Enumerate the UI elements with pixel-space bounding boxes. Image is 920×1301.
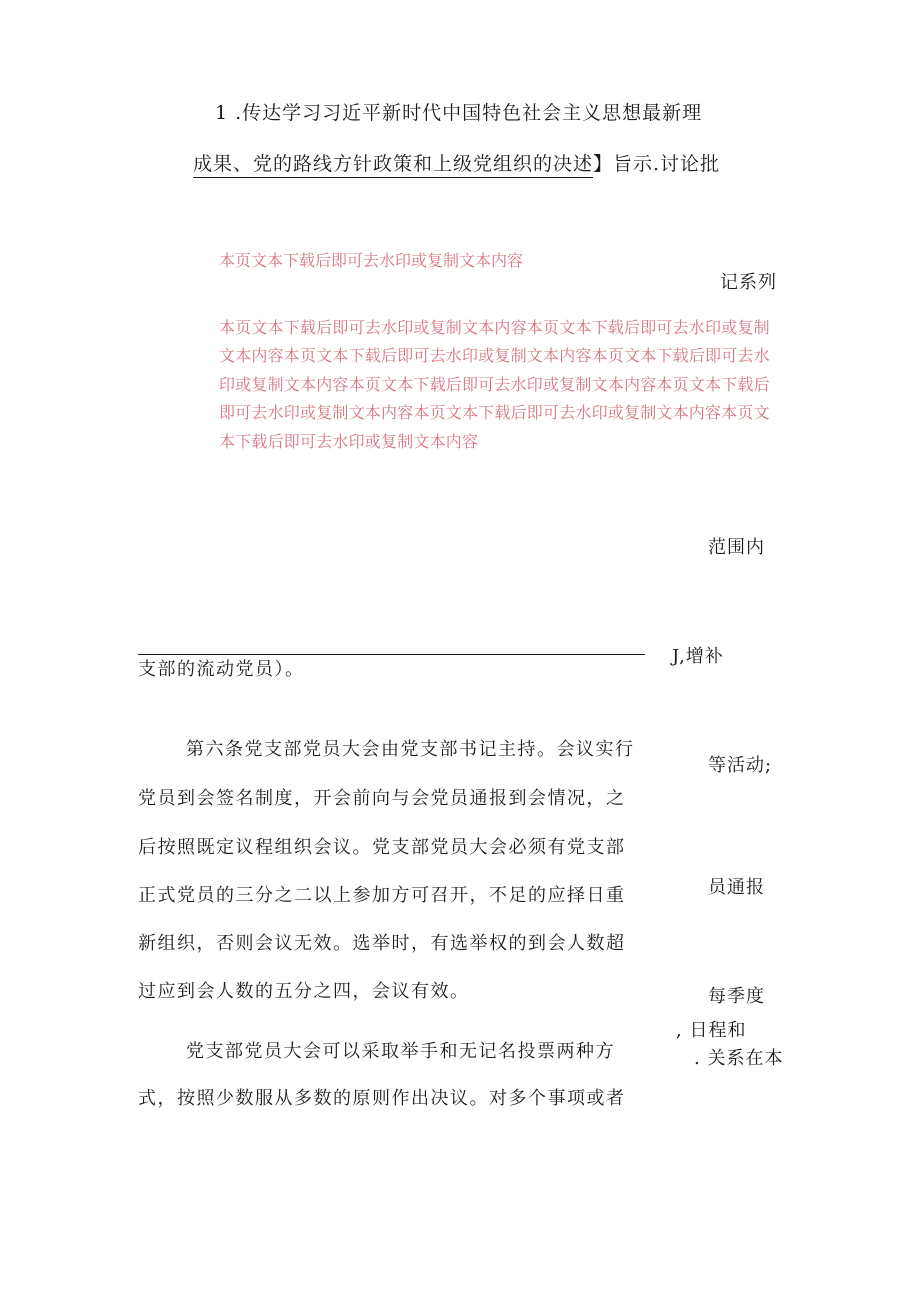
horizontal-rule [138, 654, 645, 655]
p1-line-3: 后按照既定议程组织会议。党支部党员大会必须有党支部 [138, 837, 626, 858]
side-fragment-8: . 关系在本 [694, 1048, 784, 1069]
p1-line-2: 党员到会签名制度，开会前向与会党员通报到会情况，之 [138, 788, 626, 809]
side-fragment-7: , 日程和 [676, 1020, 747, 1041]
body-line-members: 支部的流动党员）。 [138, 659, 305, 680]
side-fragment-6: 每季度 [708, 986, 765, 1007]
p2-line-1: 党支部党员大会可以采取举手和无记名投票两种方 [186, 1041, 615, 1062]
side-fragment-4: 等活动; [708, 755, 773, 776]
heading-line-2 [193, 155, 720, 174]
side-fragment-3: J,增补 [672, 646, 724, 667]
side-fragment-5: 员通报 [708, 877, 765, 898]
heading-line-2-rest: 】旨示.讨论批 [593, 153, 721, 175]
p1-line-4: 正式党员的三分之二以上参加方可召开，不足的应择日重 [138, 885, 626, 906]
watermark-block: 本页文本下载后即可去水印或复制文本内容本页文本下载后即可去水印或复制文本内容本页文本下载后即可去水印或复制文本内容本页文本下载后即可去水印或复制文本内容本页文本下载后即可去水印或复制文本内容本页文本下载后即可去水印或复制文本内容本页文本下载后即可去水印或复制文本内容本页文本下载后即可去水印或复制文本内容 [219, 318, 770, 451]
p1-line-6: 过应到会人数的五分之四，会议有效。 [138, 981, 470, 1002]
heading-line-1: 1 .传达学习习近平新时代中国特色社会主义思想最新理 [215, 102, 703, 124]
heading-line-2-underlined: 成果、党的路线方针政策和上级党组织的决述 [193, 153, 593, 178]
side-fragment-2: 范围内 [708, 537, 765, 558]
p1-line-1: 第六条党支部党员大会由党支部书记主持。会议实行 [186, 739, 635, 760]
p1-line-5: 新组织，否则会议无效。选举时，有选举权的到会人数超 [138, 933, 626, 954]
watermark-short: 本页文本下载后即可去水印或复制文本内容 [219, 251, 524, 270]
p2-line-2: 式，按照少数服从多数的原则作出决议。对多个事项或者 [138, 1088, 626, 1109]
side-fragment-1: 记系列 [720, 272, 777, 293]
